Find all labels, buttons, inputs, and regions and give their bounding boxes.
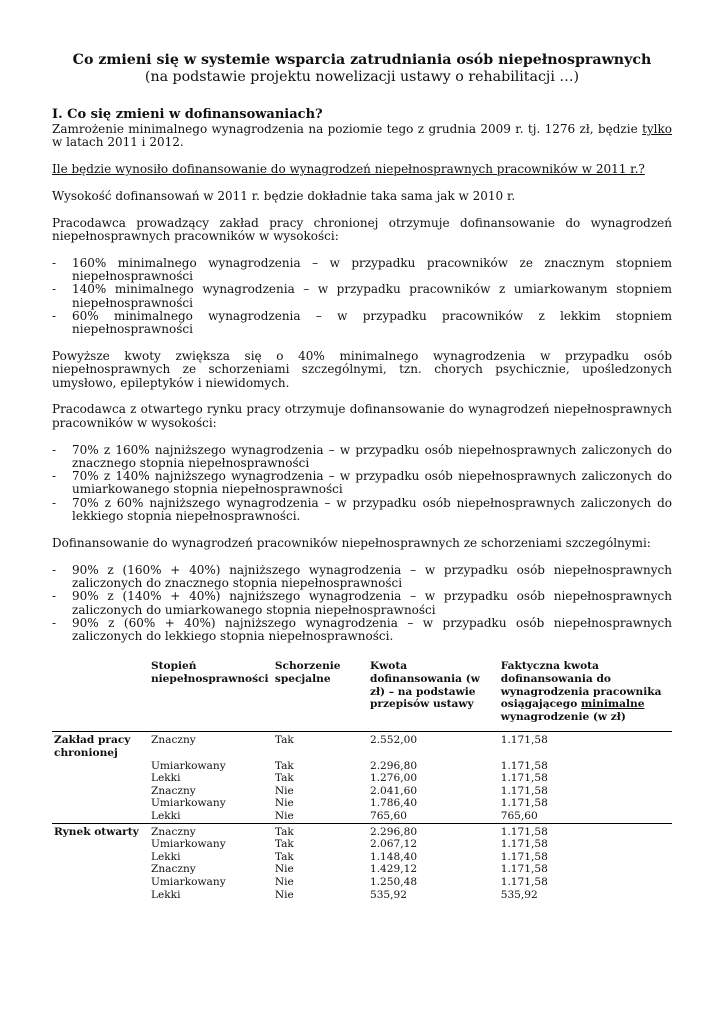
amount-cell: 1.250,48 bbox=[369, 875, 418, 888]
list-item-text: 90% z (60% + 40%) najniższego wynagrodzenia – w przypadku osób niepełnosprawnych zaliczonych do lekkiego stopnia niepełnosprawności. bbox=[72, 615, 672, 644]
open-list bbox=[52, 444, 672, 524]
list-item bbox=[52, 310, 672, 337]
special-cell: Tak bbox=[274, 759, 294, 772]
actual-cell: 1.171,58 bbox=[500, 875, 548, 888]
list-item-text: 90% z (140% + 40%) najniższego wynagrodzenia – w przypadku osób niepełnosprawnych zaliczonych do umiarkowanego stopnia niepełnosprawności bbox=[72, 589, 672, 617]
table-row bbox=[52, 797, 672, 810]
group-label bbox=[52, 876, 149, 889]
list-dash: - bbox=[52, 562, 57, 577]
degree-cell: Lekki bbox=[150, 888, 181, 901]
document-subtitle: (na podstawie projektu nowelizacji ustawy o rehabilitacji …) bbox=[144, 69, 580, 85]
list-item-text: 70% z 140% najniższego wynagrodzenia – w przypadku osób niepełnosprawnych zaliczonych do umiarkowanego stopnia niepełnosprawności bbox=[72, 469, 672, 497]
degree-cell: Lekki bbox=[150, 772, 181, 785]
group-label: Rynek otwarty bbox=[52, 823, 149, 838]
list-dash: - bbox=[52, 495, 57, 510]
question-paragraph: Ile będzie wynosiło dofinansowanie do wynagrodzeń niepełnosprawnych pracowników w 2011 r.? bbox=[52, 162, 645, 177]
actual-cell: 1.171,58 bbox=[500, 797, 548, 810]
actual-cell: 1.171,58 bbox=[499, 823, 672, 838]
group-label bbox=[52, 889, 149, 902]
special-cell: Tak bbox=[273, 732, 368, 760]
group-label: Zakład pracy chronionej bbox=[52, 732, 149, 760]
actual-cell: 1.171,58 bbox=[500, 772, 548, 785]
table-row bbox=[52, 772, 672, 785]
special-cell: Nie bbox=[274, 797, 294, 810]
degree-cell: Umiarkowany bbox=[150, 838, 226, 851]
amount-cell: 2.067,12 bbox=[369, 838, 418, 851]
intro-text-2: w latach 2011 i 2012. bbox=[52, 135, 184, 150]
group-label bbox=[52, 810, 149, 823]
list-item bbox=[52, 497, 672, 524]
list-dash: - bbox=[52, 282, 57, 297]
special-cell: Nie bbox=[274, 875, 294, 888]
special-cell: Tak bbox=[274, 838, 294, 851]
actual-cell: 1.171,58 bbox=[500, 863, 548, 876]
list-item-text: 70% z 160% najniższego wynagrodzenia – w przypadku osób niepełnosprawnych zaliczonych do znacznego stopnia niepełnosprawności bbox=[72, 442, 672, 470]
amount-cell: 2.552,00 bbox=[368, 732, 499, 760]
special-cell: Tak bbox=[274, 772, 294, 785]
table-row bbox=[52, 838, 672, 851]
list-dash: - bbox=[52, 255, 57, 270]
special-note: Powyższe kwoty zwiększa się o 40% minimalnego wynagrodzenia w przypadku osób niepełnosprawnych ze schorzeniami szczególnymi, tzn. chorych psychicznie, upośledzonych umysłowo, epileptyków i niewidomych. bbox=[52, 349, 672, 390]
amount-cell: 765,60 bbox=[369, 809, 408, 822]
header-special: Schorzenie specjalne bbox=[274, 660, 341, 685]
actual-cell: 535,92 bbox=[500, 888, 538, 901]
amount-cell: 2.296,80 bbox=[369, 759, 418, 772]
degree-cell: Znaczny bbox=[149, 732, 273, 760]
amount-cell: 535,92 bbox=[369, 888, 408, 901]
special-cell: Tak bbox=[274, 850, 294, 863]
degree-cell: Znaczny bbox=[150, 784, 196, 797]
group-label bbox=[52, 797, 149, 810]
open-intro: Pracodawca z otwartego rynku pracy otrzymuje dofinansowanie do wynagrodzeń niepełnosprawnych pracowników w wysokości: bbox=[52, 402, 672, 430]
special-intro: Dofinansowanie do wynagrodzeń pracowników niepełnosprawnych ze schorzeniami szczególnymi: bbox=[52, 535, 651, 550]
group-label bbox=[52, 838, 149, 851]
header-actual-text-2: wynagrodzenie (w zł) bbox=[500, 710, 626, 723]
list-item bbox=[52, 590, 672, 617]
actual-cell: 1.171,58 bbox=[499, 732, 672, 760]
amount-cell: 1.276,00 bbox=[369, 772, 418, 785]
group-label bbox=[52, 772, 149, 785]
degree-cell: Lekki bbox=[150, 809, 181, 822]
list-item bbox=[52, 617, 672, 644]
table-row bbox=[52, 889, 672, 902]
document-page bbox=[52, 52, 672, 901]
group-label bbox=[52, 785, 149, 798]
zpch-list bbox=[52, 257, 672, 337]
intro-text-1: Zamrożenie minimalnego wynagrodzenia na poziomie tego z grudnia 2009 r. tj. 1276 zł, będzie bbox=[52, 122, 643, 136]
amount-cell: 2.296,80 bbox=[368, 823, 499, 838]
list-item bbox=[52, 257, 672, 284]
zpch-intro: Pracodawca prowadzący zakład pracy chronionej otrzymuje dofinansowanie do wynagrodzeń niepełnosprawnych pracowników w wysokości: bbox=[52, 215, 672, 243]
answer-paragraph: Wysokość dofinansowań w 2011 r. będzie dokładnie taka sama jak w 2010 r. bbox=[52, 188, 516, 203]
actual-cell: 1.171,58 bbox=[500, 850, 548, 863]
actual-cell: 765,60 bbox=[500, 809, 538, 822]
intro-paragraph bbox=[52, 123, 672, 150]
header-group bbox=[52, 660, 149, 731]
list-dash: - bbox=[52, 469, 57, 484]
list-item-text: 90% z (160% + 40%) najniższego wynagrodzenia – w przypadku osób niepełnosprawnych zaliczonych do znacznego stopnia niepełnosprawności bbox=[72, 562, 672, 590]
table-body bbox=[52, 732, 672, 901]
table-header-row bbox=[52, 660, 672, 731]
degree-cell: Umiarkowany bbox=[150, 797, 226, 810]
section-heading: I. Co się zmieni w dofinansowaniach? bbox=[52, 107, 323, 122]
actual-cell: 1.171,58 bbox=[500, 784, 548, 797]
intro-underlined: tylko bbox=[642, 122, 672, 136]
document-title: Co zmieni się w systemie wsparcia zatrudniania osób niepełnosprawnych bbox=[72, 52, 652, 68]
degree-cell: Lekki bbox=[150, 850, 181, 863]
group-label bbox=[52, 863, 149, 876]
group-label bbox=[52, 851, 149, 864]
table-row bbox=[52, 732, 672, 760]
list-item bbox=[52, 444, 672, 471]
header-degree: Stopień niepełnosprawności bbox=[150, 660, 269, 685]
list-item-text: 70% z 60% najniższego wynagrodzenia – w przypadku osób niepełnosprawnych zaliczonych do lekkiego stopnia niepełnosprawności. bbox=[72, 495, 672, 524]
amount-cell: 1.148,40 bbox=[369, 850, 418, 863]
subsidy-table bbox=[52, 660, 672, 901]
list-item-text: 140% minimalnego wynagrodzenia – w przypadku pracowników z umiarkowanym stopniem niepełnosprawności bbox=[72, 282, 672, 310]
degree-cell: Znaczny bbox=[149, 823, 273, 838]
amount-cell: 1.429,12 bbox=[369, 863, 418, 876]
table-row bbox=[52, 823, 672, 838]
group-label bbox=[52, 760, 149, 773]
table-row bbox=[52, 810, 672, 823]
special-cell: Nie bbox=[274, 888, 294, 901]
header-actual bbox=[499, 660, 672, 731]
actual-cell: 1.171,58 bbox=[500, 759, 548, 772]
list-item bbox=[52, 470, 672, 497]
table-row bbox=[52, 851, 672, 864]
degree-cell: Umiarkowany bbox=[150, 875, 226, 888]
table-row bbox=[52, 785, 672, 798]
list-item-text: 60% minimalnego wynagrodzenia – w przypadku pracowników z lekkim stopniem niepełnosprawności bbox=[72, 308, 672, 337]
special-cell: Tak bbox=[273, 823, 368, 838]
list-dash: - bbox=[52, 442, 57, 457]
special-cell: Nie bbox=[274, 863, 294, 876]
list-item bbox=[52, 283, 672, 310]
special-cell: Nie bbox=[274, 784, 294, 797]
amount-cell: 2.041,60 bbox=[369, 784, 418, 797]
table-row bbox=[52, 876, 672, 889]
list-dash: - bbox=[52, 589, 57, 604]
list-item bbox=[52, 564, 672, 591]
amount-cell: 1.786,40 bbox=[369, 797, 418, 810]
header-actual-text-1: Faktyczna kwota dofinansowania do wynagrodzenia pracownika osiągającego bbox=[500, 660, 662, 711]
degree-cell: Umiarkowany bbox=[150, 759, 226, 772]
header-actual-underlined: minimalne bbox=[580, 698, 645, 711]
list-dash: - bbox=[52, 308, 57, 323]
actual-cell: 1.171,58 bbox=[500, 838, 548, 851]
special-list bbox=[52, 564, 672, 644]
list-dash: - bbox=[52, 615, 57, 630]
table-row bbox=[52, 760, 672, 773]
special-cell: Nie bbox=[274, 809, 294, 822]
table-row bbox=[52, 863, 672, 876]
degree-cell: Znaczny bbox=[150, 863, 196, 876]
header-amount: Kwota dofinansowania (w zł) – na podstawie przepisów ustawy bbox=[369, 660, 480, 711]
list-item-text: 160% minimalnego wynagrodzenia – w przypadku pracowników ze znacznym stopniem niepełnosprawności bbox=[72, 255, 672, 284]
